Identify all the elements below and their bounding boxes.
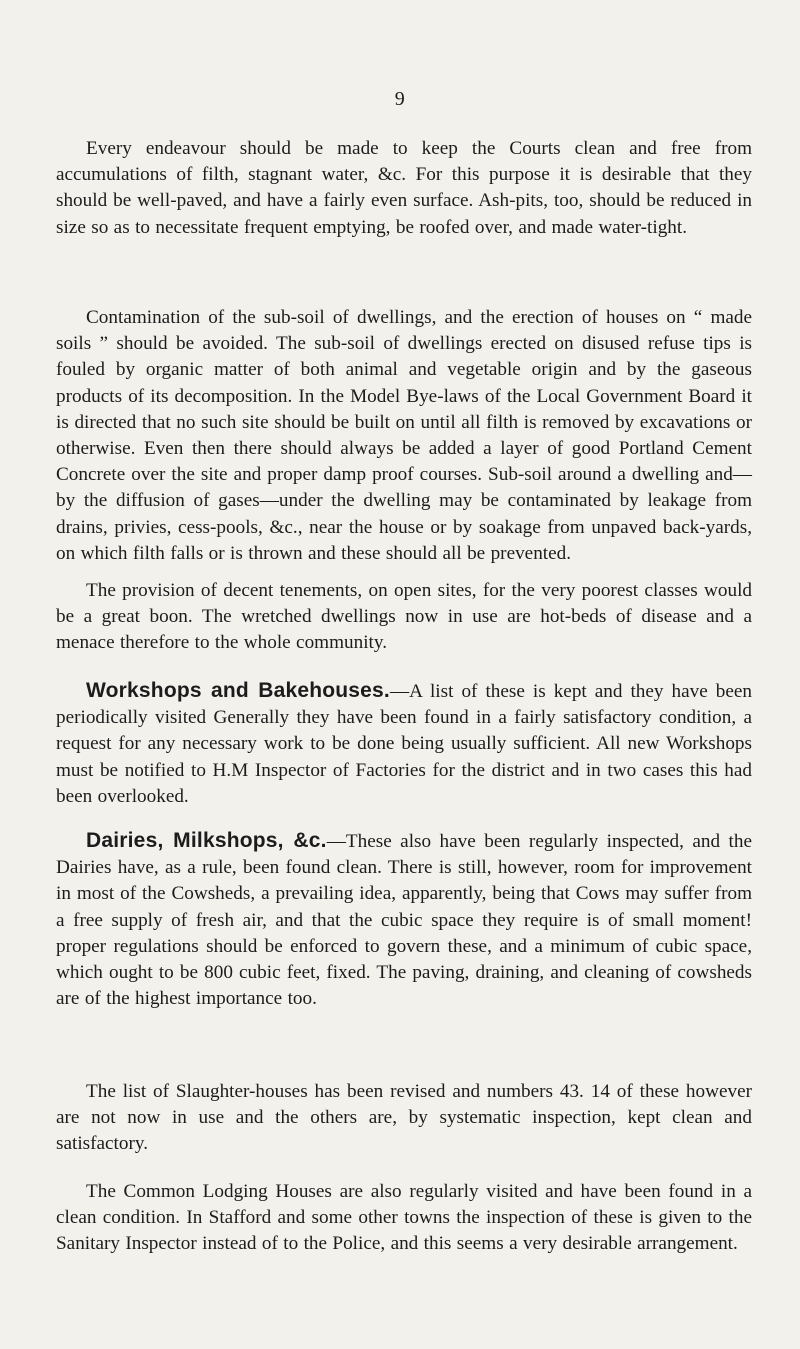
paragraph-dairies: [56, 828, 752, 1012]
dairies-body: —These also have been regularly inspected, and the Dairies have, as a rule, been found clean. There is still, however, room for improvement in most of the Cowsheds, a prevailing idea, apparently, being that Cows may suffer from a free supply of fresh air, and that the cubic space they require is of small moment! proper regulations should be enforced to govern these, and a minimum of cubic space, which ought to be 800 cubic feet, fixed. The paving, draining, and cleaning of cowsheds are of the highest importance too.: [56, 831, 752, 1010]
paragraph-tenements: The provision of decent tenements, on open sites, for the very poorest classes would be a great boon. The wretched dwellings now in use are hot-beds of disease and a menace therefore to the whole community.: [56, 580, 752, 654]
heading-workshops: Workshops and Bakehouses.: [86, 679, 390, 702]
paragraph-lodging-houses: The Common Lodging Houses are also regularly visited and have been found in a clean condition. In Stafford and some other towns the inspection of these is given to the Sanitary Inspector instead of to the Police, and this seems a very desirable arrangement.: [56, 1181, 752, 1255]
paragraph-slaughter-houses: The list of Slaughter-houses has been revised and numbers 43. 14 of these however are not now in use and the others are, by systematic inspection, kept clean and satisfactory.: [56, 1081, 752, 1155]
page-number: 9: [394, 88, 406, 110]
workshops-body: —A list of these is kept and they have been periodically visited Generally they have been found in a fairly satisfactory condition, a request for any necessary work to be done being usually sufficient. All new Workshops must be notified to H.M Inspector of Factories for the district and in two cases this had been overlooked.: [56, 681, 752, 807]
paragraph-courts: Every endeavour should be made to keep the Courts clean and free from accumulations of filth, stagnant water, &c. For this purpose it is desirable that they should be well-paved, and have a fairly even surface. Ash-pits, too, should be reduced in size so as to necessitate frequent emptying, be roofed over, and made water-tight.: [56, 138, 752, 238]
heading-dairies: Dairies, Milkshops, &c.: [86, 829, 327, 852]
paragraph-workshops: [56, 678, 752, 810]
paragraph-subsoil: Contamination of the sub-soil of dwellings, and the erection of houses on “ made soils ” should be avoided. The sub-soil of dwellings erected on disused refuse tips is fouled by organic matter of both animal and vegetable origin and by the gaseous products of its decomposition. In the Model Bye-laws of the Local Government Board it is directed that no such site should be built on until all filth is removed by excavations or otherwise. Even then there should always be added a layer of good Portland Cement Concrete over the site and proper damp proof courses. Sub-soil around a dwelling and—by the diffusion of gases—under the dwelling may be contaminated by leakage from drains, privies, cess-pools, &c., near the house or by soakage from unpaved back-yards, on which filth falls or is thrown and these should all be prevented.: [56, 307, 752, 564]
